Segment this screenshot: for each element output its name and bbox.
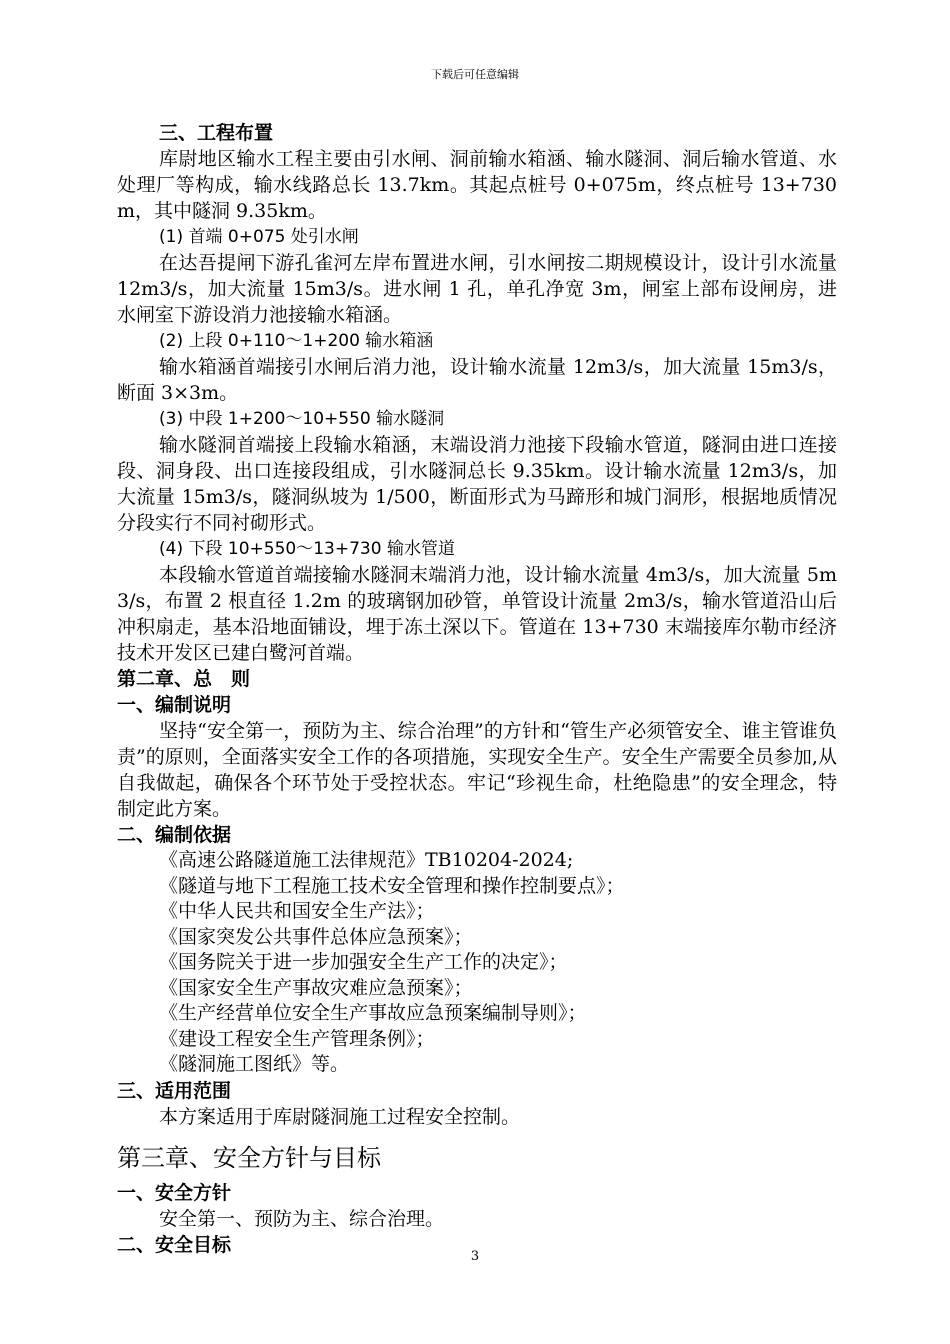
reference-item: 《隧洞施工图纸》等。	[159, 1053, 350, 1075]
reference-item: 《生产经营单位安全生产事故应急预案编制导则》；	[159, 1002, 587, 1024]
item-4-text: 本段输水管道首端接输水隧洞末端消力池，设计输水流量 4m3/s，加大流量 5m3/s，布置 2 根直径 1.2m 的玻璃钢加砂管，单管设计流量 2m3/s，输水管道沿山后冲积扇走，基本沿地面铺设，埋于冻土深以下。管道在 13+730 末端接库尔勒市经济技术开发区已建白鹭河首端。	[117, 564, 837, 664]
reference-item: 《建设工程安全生产管理条例》；	[159, 1027, 435, 1050]
item-4-label: (4) 下段 10+550～13+730 输水管道	[159, 539, 455, 559]
item-2-label: (2) 上段 0+110～1+200 输水箱涵	[159, 331, 434, 351]
chapter-2-section-2-title: 二、编制依据	[117, 824, 232, 846]
chapter-3-section-1-title: 一、安全方针	[117, 1181, 232, 1204]
reference-item: 《国家安全生产事故灾难应急预案》；	[159, 976, 473, 999]
section-title-layout: 三、工程布置	[159, 122, 274, 144]
reference-item: 《隧道与地下工程施工技术安全管理和操作控制要点》；	[159, 874, 625, 897]
reference-item: 《中华人民共和国安全生产法》；	[159, 900, 435, 922]
reference-item: 《高速公路隧道施工法律规范》TB10204-2024;	[159, 849, 574, 871]
chapter-2-section-1-title: 一、编制说明	[117, 694, 232, 716]
section-intro: 库尉地区输水工程主要由引水闸、洞前输水箱涵、输水隧洞、洞后输水管道、水处理厂等构成，输水线路总长 13.7km。其起点桩号 0+075m，终点桩号 13+730m，其中隧洞 9.35km。	[117, 148, 837, 222]
item-3-text: 输水隧洞首端接上段输水箱涵，末端设消力池接下段输水管道，隧洞由进口连接段、洞身段、出口连接段组成，引水隧洞总长 9.35km。设计输水流量 12m3/s，加大流量 15m3/s，隧洞纵坡为 1/500，断面形式为马蹄形和城门洞形，根据地质情况分段实行不同衬砌形式。	[117, 434, 837, 534]
chapter-2-section-1-text: 坚持“安全第一，预防为主、综合治理”的方针和“管生产必须管安全、谁主管谁负责”的原则，全面落实安全工作的各项措施，实现安全生产。安全生产需要全员参加,从自我做起，确保各个环节处于受控状态。牢记“珍视生命，杜绝隐患”的安全理念，特制定此方案。	[117, 720, 837, 820]
reference-item: 《国家突发公共事件总体应急预案》；	[159, 925, 473, 948]
chapter-2-section-3-title: 三、适用范围	[117, 1079, 232, 1102]
chapter-2-title: 第二章、总 则	[117, 668, 251, 690]
chapter-3-section-1-text: 安全第一、预防为主、综合治理。	[159, 1207, 445, 1230]
chapter-2-section-3-text: 本方案适用于库尉隧洞施工过程安全控制。	[159, 1105, 521, 1128]
chapter-3-section-2-title: 二、安全目标	[117, 1233, 232, 1256]
item-1-text: 在达吾提闸下游孔雀河左岸布置进水闸，引水闸按二期规模设计，设计引水流量 12m3/s，加大流量 15m3/s。进水闸 1 孔，单孔净宽 3m，闸室上部布设闸房，进水闸室下游设消力池接输水箱涵。	[117, 252, 837, 326]
item-3-label: (3) 中段 1+200～10+550 输水隧洞	[159, 409, 445, 429]
page-number: 3	[470, 1249, 480, 1264]
document-body	[117, 120, 837, 1258]
chapter-3-title: 第三章、安全方针与目标	[117, 1143, 381, 1172]
page-header: 下载后可任意编辑	[431, 68, 519, 81]
item-1-label: (1) 首端 0+075 处引水闸	[159, 227, 359, 247]
item-2-text: 输水箱涵首端接引水闸后消力池，设计输水流量 12m3/s，加大流量 15m3/s，断面 3×3m。	[117, 356, 837, 404]
reference-item: 《国务院关于进一步加强安全生产工作的决定》；	[159, 951, 568, 973]
